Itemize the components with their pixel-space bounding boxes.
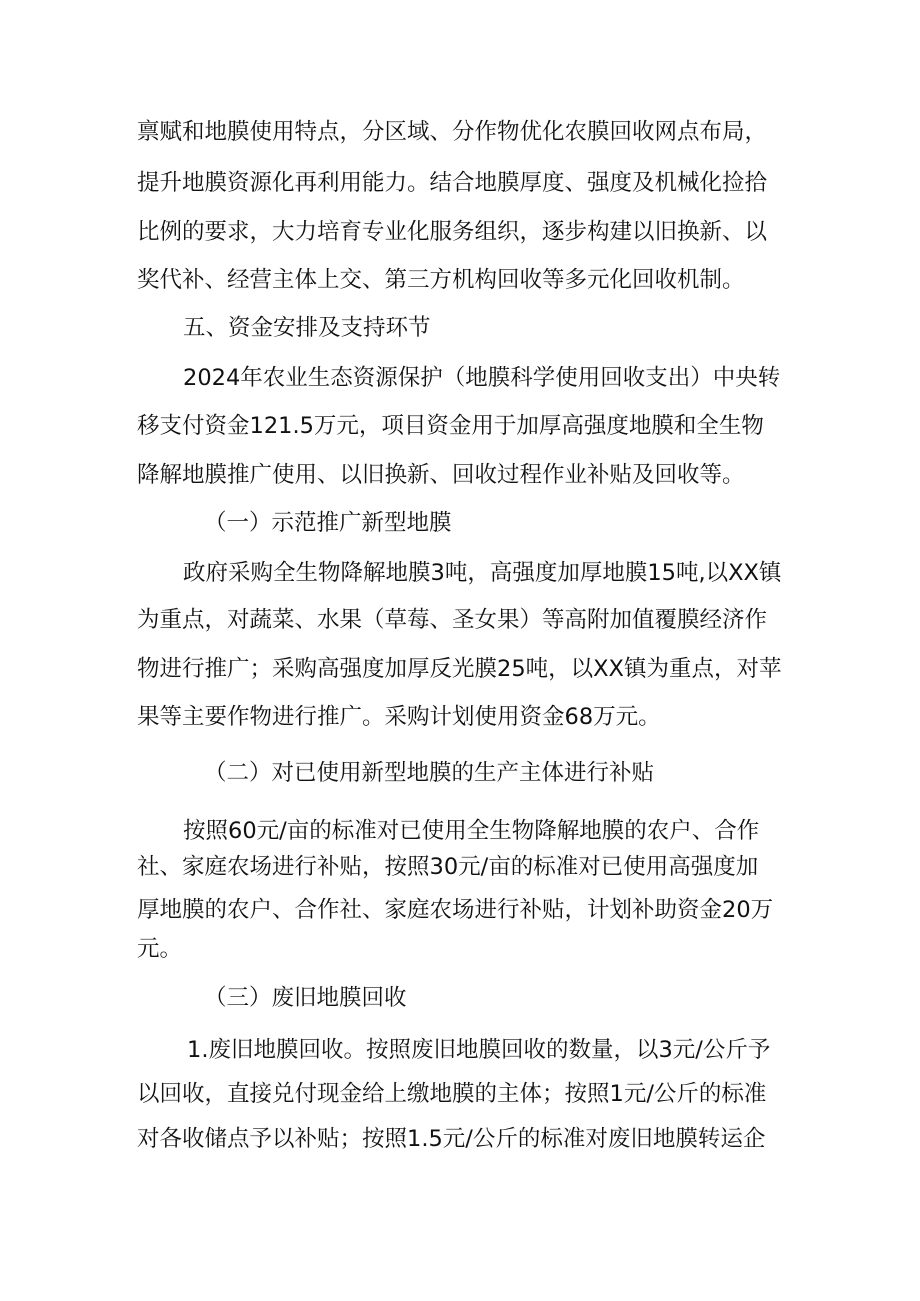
paragraph-line: 比例的要求，大力培育专业化服务组织，逐步构建以旧换新、以 (137, 219, 768, 245)
paragraph-line: 元。 (137, 936, 183, 962)
subsection-heading: （一）示范推广新型地膜 (204, 510, 452, 536)
paragraph-line: 移支付资金121.5万元，项目资金用于加厚高强度地膜和全生物 (137, 413, 764, 439)
paragraph-line: 对各收储点予以补贴；按照1.5元/公斤的标准对废旧地膜转运企 (137, 1126, 766, 1152)
paragraph-line: 禀赋和地膜使用特点，分区域、分作物优化农膜回收网点布局， (137, 119, 768, 145)
paragraph-line: 奖代补、经营主体上交、第三方机构回收等多元化回收机制。 (137, 267, 745, 293)
paragraph-line: 1.废旧地膜回收。按照废旧地膜回收的数量，以3元/公斤予 (187, 1037, 771, 1063)
paragraph-line: 为重点，对蔬菜、水果（草莓、圣女果）等高附加值覆膜经济作 (137, 607, 768, 633)
paragraph-line: 提升地膜资源化再利用能力。结合地膜厚度、强度及机械化捡拾 (137, 170, 768, 196)
paragraph-line: 降解地膜推广使用、以旧换新、回收过程作业补贴及回收等。 (137, 462, 745, 488)
paragraph-line: 以回收，直接兑付现金给上缴地膜的主体；按照1元/公斤的标准 (137, 1081, 767, 1107)
section-heading: 五、资金安排及支持环节 (183, 315, 431, 341)
paragraph-line: 政府采购全生物降解地膜3吨，高强度加厚地膜15吨,以XX镇 (183, 560, 782, 586)
subsection-heading: （三）废旧地膜回收 (204, 985, 407, 1011)
paragraph-line: 厚地膜的农户、合作社、家庭农场进行补贴，计划补助资金20万 (137, 897, 774, 923)
paragraph-line: 按照60元/亩的标准对已使用全生物降解地膜的农户、合作 (183, 818, 760, 844)
paragraph-line: 果等主要作物进行推广。采购计划使用资金68万元。 (137, 704, 661, 730)
paragraph-line: 社、家庭农场进行补贴，按照30元/亩的标准对已使用高强度加 (137, 854, 759, 880)
subsection-heading: （二）对已使用新型地膜的生产主体进行补贴 (204, 760, 655, 786)
paragraph-line: 物进行推广；采购高强度加厚反光膜25吨，以XX镇为重点，对苹 (137, 656, 782, 682)
paragraph-line: 2024年农业生态资源保护（地膜科学使用回收支出）中央转 (183, 365, 781, 391)
